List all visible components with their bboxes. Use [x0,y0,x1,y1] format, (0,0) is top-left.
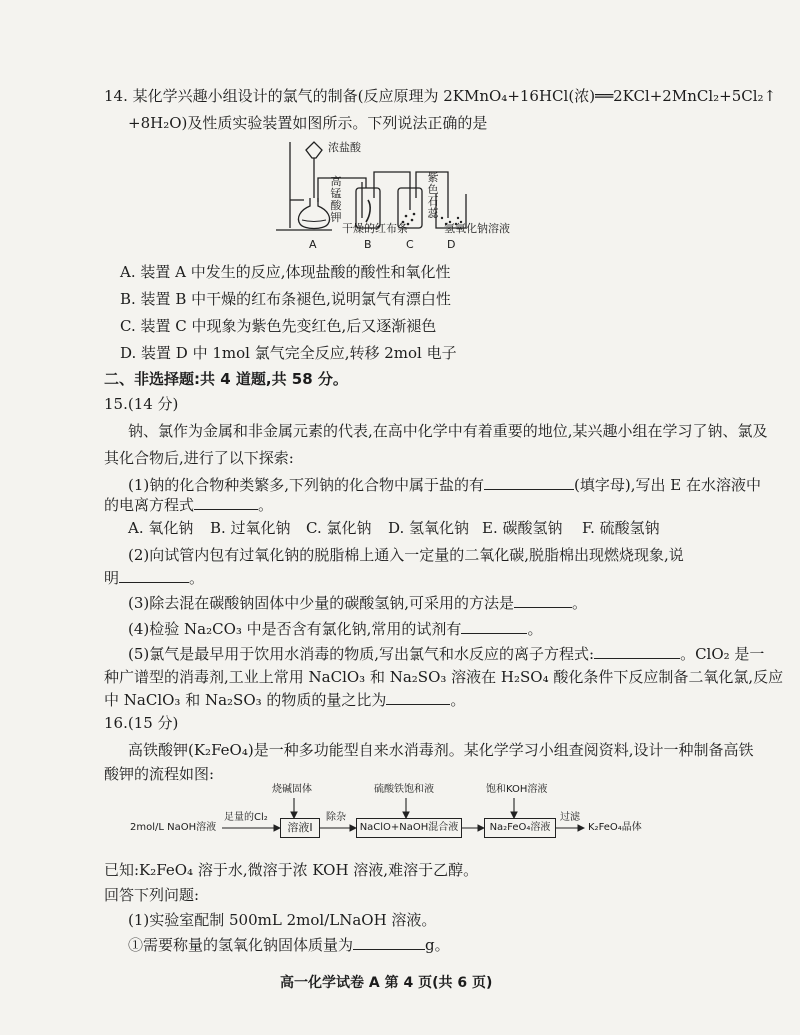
q15-part1-end: 。 [258,496,274,514]
q15-part5-line1 [128,644,764,664]
flow-above2-label: 硫酸铁饱和液 [374,784,434,795]
apparatus-label-a: A [309,238,317,251]
flow-box-solution-1: 溶液Ⅰ [280,818,320,838]
q15-part1-text-b: (填字母),写出 E 在水溶液中 [574,476,761,494]
q15-choice-d: D. 氢氧化钠 [388,519,470,537]
naoh-solution-label: 氢氧化钠溶液 [444,222,510,235]
q15-part3 [128,593,587,613]
q16-answer-prompt: 回答下列问题: [104,886,200,904]
q15-part2-line2 [104,568,204,588]
q15-part5-text-a: (5)氯气是最早用于饮用水消毒的物质,写出氯气和水反应的离子方程式: [128,645,595,663]
q14-option-c: C. 装置 C 中现象为紫色先变红色,后又逐渐褪色 [120,317,437,335]
q15-part3-blank[interactable] [514,593,572,608]
q15-part5-end: 。 [450,691,466,709]
flow-above1-label: 烧碱固体 [272,784,312,795]
q15-intro-2: 其化合物后,进行了以下探索: [104,449,294,467]
q15-choice-e: E. 碳酸氢钠 [482,519,563,537]
q16-known: 已知:K₂FeO₄ 溶于水,微溶于浓 KOH 溶液,难溶于乙醇。 [104,861,479,879]
q15-part5-line2: 种广谱型的消毒剂,工业上常用 NaClO₃ 和 Na₂SO₃ 溶液在 H₂SO₄ 酸化条件下反应制备二氧化氯,反应 [104,668,784,686]
apparatus-label-b: B [364,238,372,251]
q14-option-a: A. 装置 A 中发生的反应,体现盐酸的酸性和氧化性 [120,263,451,281]
q15-part1-text-c: 的电离方程式 [104,496,195,514]
flow-arrow1-label: 足量的Cl₂ [224,812,268,823]
q15-part3-end: 。 [572,594,588,612]
q15-part5-blank-1[interactable] [594,644,680,659]
q14-stem-line1: 14. 某化学兴趣小组设计的氯气的制备(反应原理为 2KMnO₄+16HCl(浓)══2KCl+2MnCl₂+5Cl₂↑ [104,87,777,105]
apparatus-label-c: C [406,238,414,251]
q15-part2-line1: (2)向试管内包有过氧化钠的脱脂棉上通入一定量的二氧化碳,脱脂棉出现燃烧现象,说 [128,546,684,564]
q16-part1-blank[interactable] [353,935,425,950]
dry-strip-label: 干燥的红布条 [342,222,408,235]
apparatus-label-d: D [447,238,456,251]
q15-part2-blank[interactable] [119,568,189,583]
q15-part2-end: 。 [189,569,205,587]
flow-box-na2feo4: Na₂FeO₄溶液 [484,818,556,838]
kmno4-label: 高锰酸钾 [330,175,342,224]
q15-choice-f: F. 硫酸氢钠 [582,519,660,537]
section-2-title: 二、非选择题:共 4 道题,共 58 分。 [104,370,348,388]
q16-part1-sub-end: g。 [425,936,450,954]
q14-stem-line2: +8H₂O)及性质实验装置如图所示。下列说法正确的是 [128,114,488,132]
q16-header: 16.(15 分) [104,714,179,732]
flow-end-label: K₂FeO₄晶体 [588,822,642,833]
q16-flowchart [130,784,690,850]
q15-choice-a: A. 氧化钠 [128,519,194,537]
q15-part1-blank-1[interactable] [484,475,574,490]
page-footer: 高一化学试卷 A 第 4 页(共 6 页) [280,975,493,991]
q16-part1-sub-text: ①需要称量的氢氧化钠固体质量为 [128,936,354,954]
q15-part5-line3 [104,690,465,710]
conc-hcl-label: 浓盐酸 [328,141,361,154]
q15-part1-line1 [128,475,761,495]
q16-part1: (1)实验室配制 500mL 2mol/LNaOH 溶液。 [128,911,437,929]
q15-choice-c: C. 氯化钠 [306,519,372,537]
q15-part5-text-a2: 。ClO₂ 是一 [680,645,765,663]
litmus-label: 紫色石蕊 [427,171,439,220]
flow-start-label: 2mol/L NaOH溶液 [130,822,217,833]
q15-part1-text-a: (1)钠的化合物种类繁多,下列钠的化合物中属于盐的有 [128,476,485,494]
q15-part1-blank-2[interactable] [194,495,258,510]
flow-box-mixed-solution: NaClO+NaOH混合液 [356,818,462,838]
q15-part4-end: 。 [527,620,543,638]
flow-arrow4-label: 过滤 [560,812,580,823]
q14-option-d: D. 装置 D 中 1mol 氯气完全反应,转移 2mol 电子 [120,344,457,362]
q16-intro-1: 高铁酸钾(K₂FeO₄)是一种多功能型自来水消毒剂。某化学学习小组查阅资料,设计一种制备高铁 [128,741,754,759]
q14-apparatus-figure [270,138,540,256]
q16-part1-sub [128,935,450,955]
q15-part1-line2 [104,495,273,515]
q15-part5-text-c: 中 NaClO₃ 和 Na₂SO₃ 的物质的量之比为 [104,691,387,709]
q15-part4-blank[interactable] [461,619,527,634]
q16-intro-2: 酸钾的流程如图: [104,765,215,783]
flow-arrow2-label: 除杂 [326,812,346,823]
q15-part3-text: (3)除去混在碳酸钠固体中少量的碳酸氢钠,可采用的方法是 [128,594,515,612]
q15-choice-b: B. 过氧化钠 [210,519,291,537]
q15-part5-blank-2[interactable] [386,690,450,705]
q14-option-b: B. 装置 B 中干燥的红布条褪色,说明氯气有漂白性 [120,290,451,308]
q15-part2-text-b: 明 [104,569,120,587]
q15-header: 15.(14 分) [104,395,179,413]
q15-intro-1: 钠、氯作为金属和非金属元素的代表,在高中化学中有着重要的地位,某兴趣小组在学习了钠、氯及 [128,422,768,440]
q15-part4-text: (4)检验 Na₂CO₃ 中是否含有氯化钠,常用的试剂有 [128,620,462,638]
flow-above3-label: 饱和KOH溶液 [486,784,548,795]
q15-part4 [128,619,542,639]
